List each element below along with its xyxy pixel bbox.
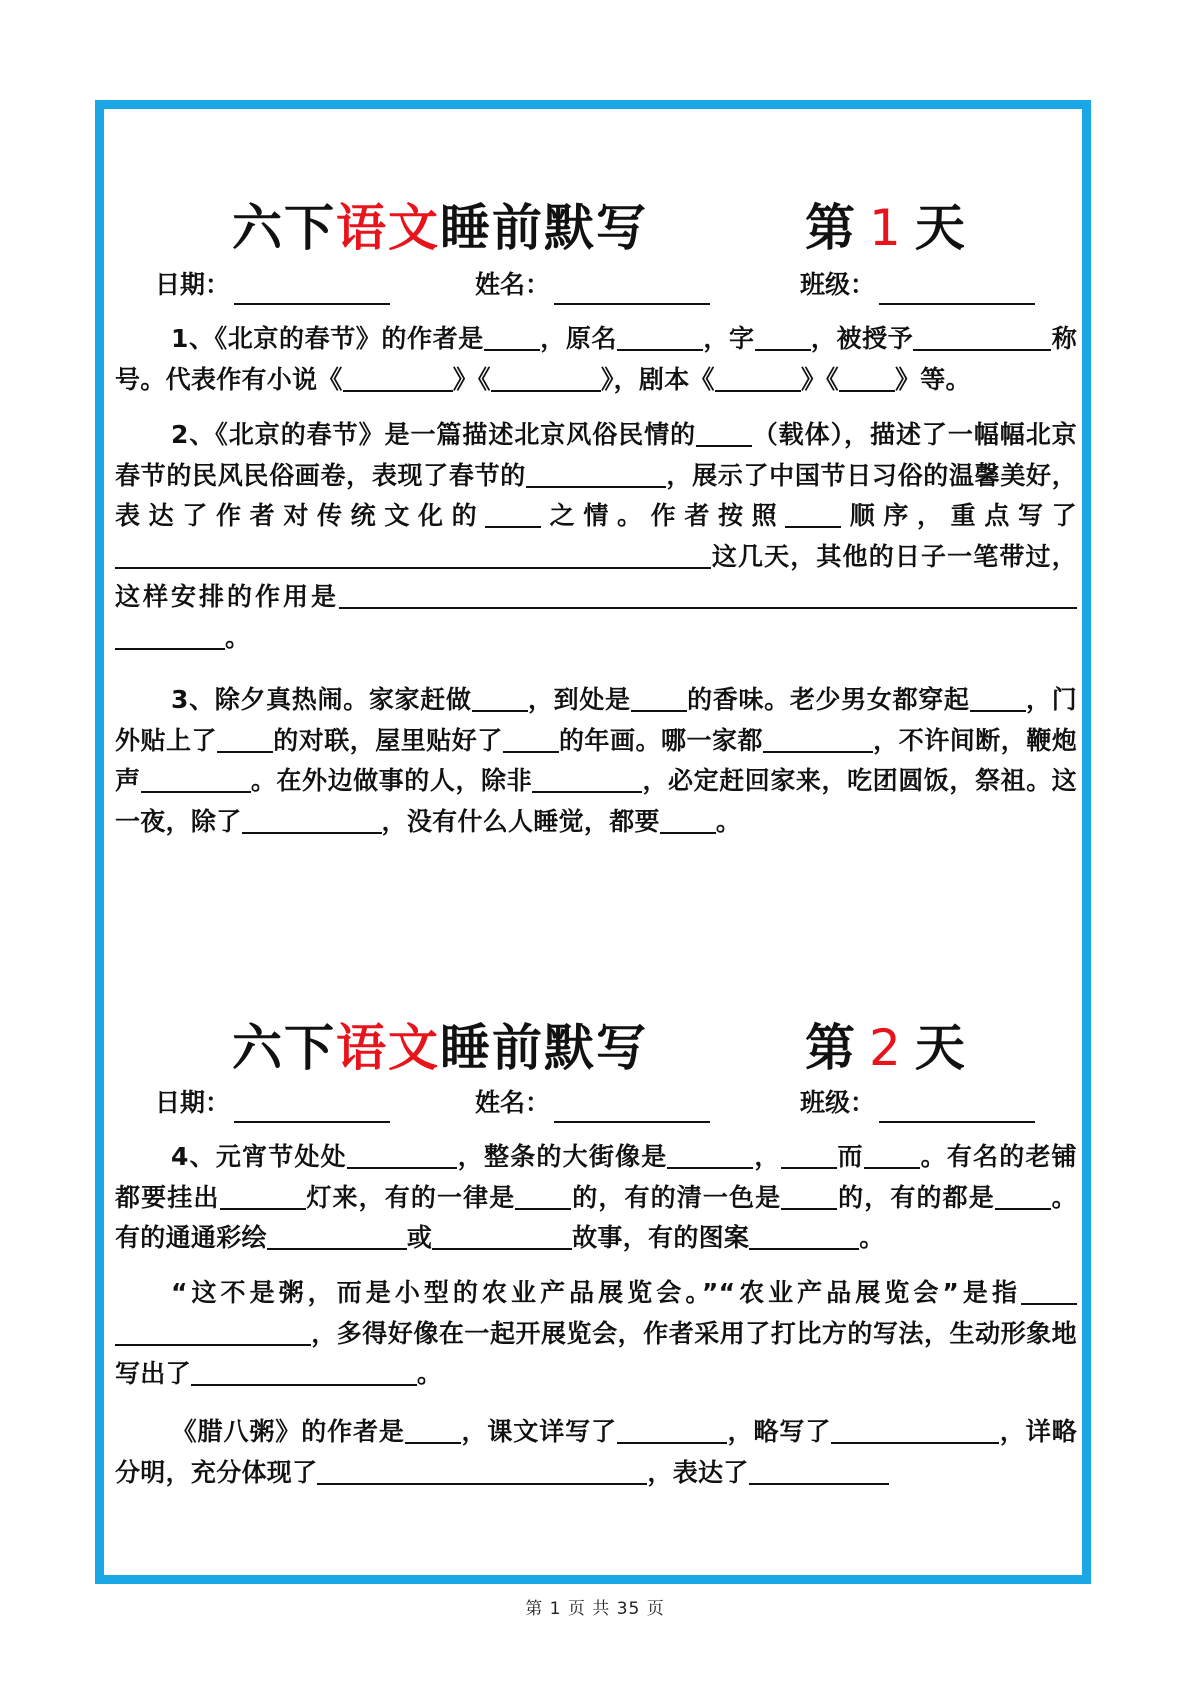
- answer-blank[interactable]: [715, 364, 801, 392]
- question-text: 的，有的清一色是: [571, 1182, 782, 1212]
- answer-blank[interactable]: [343, 364, 453, 392]
- answer-blank[interactable]: [242, 806, 382, 834]
- day-prefix: 第: [805, 1019, 855, 1077]
- class-label: 班级：: [800, 1088, 876, 1117]
- question-text: ，: [753, 1142, 781, 1171]
- date-field[interactable]: [155, 265, 390, 305]
- question-text: ，被授予: [810, 324, 914, 353]
- question-text: 。: [225, 622, 251, 652]
- question-text: 。: [416, 1359, 443, 1388]
- answer-blank[interactable]: [503, 725, 559, 753]
- day-suffix: 天: [914, 1019, 965, 1077]
- name-blank[interactable]: [554, 1093, 710, 1123]
- answer-blank[interactable]: [317, 1457, 647, 1485]
- question-text: 2、《北京的春节》是一篇描述北京风俗民情的: [171, 420, 697, 449]
- answer-blank[interactable]: [485, 500, 541, 528]
- question-text: 。: [859, 1223, 885, 1252]
- class-blank[interactable]: [879, 1093, 1035, 1123]
- question-text: 《腊八粥》的作者是: [171, 1417, 405, 1446]
- page-number: 第 1 页 共 35 页: [525, 1599, 665, 1619]
- question-text: 故事，有的图案: [572, 1223, 750, 1252]
- question-text: ，到处是: [527, 685, 631, 714]
- answer-blank[interactable]: [864, 1141, 920, 1169]
- answer-blank[interactable]: [115, 541, 711, 569]
- question-text: 称号。代表作有小说《: [115, 324, 1078, 394]
- answer-blank[interactable]: [472, 684, 528, 712]
- date-blank[interactable]: [234, 1093, 390, 1123]
- question-2: [115, 415, 1077, 658]
- question-text: 的年画。哪一家都: [558, 725, 763, 755]
- day-prefix: 第: [805, 199, 855, 257]
- answer-blank[interactable]: [781, 1141, 837, 1169]
- title-subject: 语文: [336, 199, 440, 257]
- question-text: 》《: [452, 364, 491, 394]
- day-label: [805, 1013, 965, 1083]
- answer-blank[interactable]: [617, 1416, 727, 1444]
- answer-blank[interactable]: [839, 364, 895, 392]
- answer-blank[interactable]: [115, 1318, 311, 1346]
- answer-blank[interactable]: [484, 323, 540, 351]
- answer-blank[interactable]: [970, 684, 1026, 712]
- answer-blank[interactable]: [785, 500, 841, 528]
- question-text: ，字: [703, 324, 755, 353]
- question-5: [115, 1273, 1077, 1395]
- name-label: 姓名：: [475, 270, 551, 299]
- day-label: [805, 193, 965, 263]
- answer-blank[interactable]: [115, 622, 225, 650]
- question-text: ，不许间断，鞭炮声: [115, 725, 1078, 795]
- question-text: 灯来，有的一律是: [305, 1182, 516, 1212]
- answer-blank[interactable]: [660, 806, 716, 834]
- question-text: 之情。作者按照: [541, 501, 786, 530]
- date-field[interactable]: [155, 1083, 390, 1123]
- question-text: 而: [836, 1142, 864, 1171]
- section-2-title: [0, 1013, 1190, 1083]
- day-number: 1: [869, 199, 901, 257]
- worksheet-title: [232, 193, 648, 263]
- answer-blank[interactable]: [995, 1182, 1051, 1210]
- section-2-info: [0, 1083, 1190, 1123]
- worksheet-title: [232, 1013, 648, 1083]
- question-text: ，多得好像在一起开展览会，作者采用了打比方的写法，生动形象地写出了: [115, 1318, 1077, 1388]
- answer-blank[interactable]: [971, 1416, 999, 1444]
- answer-blank[interactable]: [617, 323, 703, 351]
- name-field[interactable]: [475, 265, 710, 305]
- answer-blank[interactable]: [667, 1141, 753, 1169]
- question-text: ，整条的大街像是: [456, 1142, 668, 1171]
- section-1-title: [0, 193, 1190, 263]
- class-field[interactable]: [800, 265, 1035, 305]
- class-label: 班级：: [800, 270, 876, 299]
- question-text: ，表达了: [647, 1457, 749, 1487]
- name-blank[interactable]: [554, 275, 710, 305]
- question-text: 的对联，屋里贴好了: [273, 725, 503, 755]
- question-text: 的香味。老少男女都穿起: [686, 685, 970, 714]
- answer-blank[interactable]: [755, 323, 811, 351]
- answer-blank[interactable]: [532, 765, 642, 793]
- answer-blank[interactable]: [491, 364, 601, 392]
- class-blank[interactable]: [879, 275, 1035, 305]
- question-text: 顺序，重点写了: [841, 501, 1077, 530]
- answer-blank[interactable]: [1021, 1277, 1077, 1305]
- question-6: [115, 1412, 1077, 1493]
- answer-blank[interactable]: [220, 1182, 306, 1210]
- question-text: 》《: [800, 364, 839, 394]
- question-text: 或: [406, 1223, 433, 1252]
- question-text: ，门外贴上了: [115, 685, 1077, 755]
- date-label: 日期：: [155, 1088, 231, 1117]
- answer-blank[interactable]: [217, 725, 273, 753]
- question-4: [115, 1137, 1077, 1259]
- question-text: 。有的通通彩绘: [115, 1182, 1077, 1252]
- question-text: 4、元宵节处处: [171, 1142, 347, 1171]
- question-1: [115, 319, 1077, 400]
- name-field[interactable]: [475, 1083, 710, 1123]
- question-text: ，略写了: [726, 1417, 832, 1446]
- answer-blank[interactable]: [631, 684, 687, 712]
- answer-blank[interactable]: [267, 1222, 407, 1250]
- class-field[interactable]: [800, 1083, 1035, 1123]
- question-text: 1、《北京的春节》的作者是: [171, 324, 484, 353]
- question-3: [115, 680, 1077, 842]
- answer-blank[interactable]: [749, 1457, 889, 1485]
- question-text: 的，有的都是: [837, 1182, 995, 1212]
- day-suffix: 天: [914, 199, 965, 257]
- title-text: 睡前默写: [440, 1019, 648, 1077]
- title-text: 六下: [232, 1019, 336, 1077]
- question-text: ，没有什么人睡觉，都要: [381, 806, 660, 836]
- question-text: ，原名: [539, 324, 618, 353]
- question-text: 。在外边做事的人，除非: [250, 766, 533, 795]
- title-subject: 语文: [336, 1019, 440, 1077]
- answer-blank[interactable]: [339, 581, 1077, 609]
- question-text: ，必定赶回家来，吃团圆饭，祭祖。这一夜，除了: [115, 766, 1077, 836]
- answer-blank[interactable]: [749, 1222, 859, 1250]
- question-text: 3、除夕真热闹。家家赶做: [171, 685, 472, 714]
- title-text: 睡前默写: [440, 199, 648, 257]
- question-text: 。: [715, 806, 742, 836]
- question-text: “这不是粥，而是小型的农业产品展览会。”“农业产品展览会”是指: [171, 1278, 1021, 1307]
- question-text: ，展示了中国节日习俗的温馨美好，表达了作者对传统文化的: [115, 460, 1077, 530]
- section-1-info: [0, 265, 1190, 305]
- day-number: 2: [869, 1019, 901, 1077]
- answer-blank[interactable]: [347, 1141, 457, 1169]
- answer-blank[interactable]: [141, 765, 251, 793]
- question-text: 》等。: [894, 364, 971, 394]
- name-label: 姓名：: [475, 1088, 551, 1117]
- title-text: 六下: [232, 199, 336, 257]
- date-blank[interactable]: [234, 275, 390, 305]
- answer-blank[interactable]: [405, 1416, 461, 1444]
- answer-blank[interactable]: [191, 1358, 417, 1386]
- date-label: 日期：: [155, 270, 231, 299]
- answer-blank[interactable]: [913, 323, 1023, 351]
- question-text: ，详略分明，充分体现了: [115, 1417, 1077, 1487]
- answer-blank[interactable]: [831, 1416, 971, 1444]
- answer-blank[interactable]: [763, 725, 873, 753]
- answer-blank[interactable]: [781, 1182, 837, 1210]
- answer-blank[interactable]: [696, 419, 752, 447]
- question-text: 》，剧本《: [600, 364, 715, 394]
- answer-blank[interactable]: [515, 1182, 571, 1210]
- answer-blank[interactable]: [432, 1222, 572, 1250]
- answer-blank[interactable]: [526, 460, 666, 488]
- question-text: 。有名的老铺都要挂出: [115, 1142, 1077, 1212]
- question-text: （载体），描述了一幅幅北京春节的民风民俗画卷，表现了春节的: [115, 420, 1077, 490]
- question-text: 这几天，其他的日子一笔带过，这样安排的作用是: [115, 541, 1077, 611]
- question-text: ，课文详写了: [460, 1417, 617, 1446]
- answer-blank[interactable]: [1023, 323, 1051, 351]
